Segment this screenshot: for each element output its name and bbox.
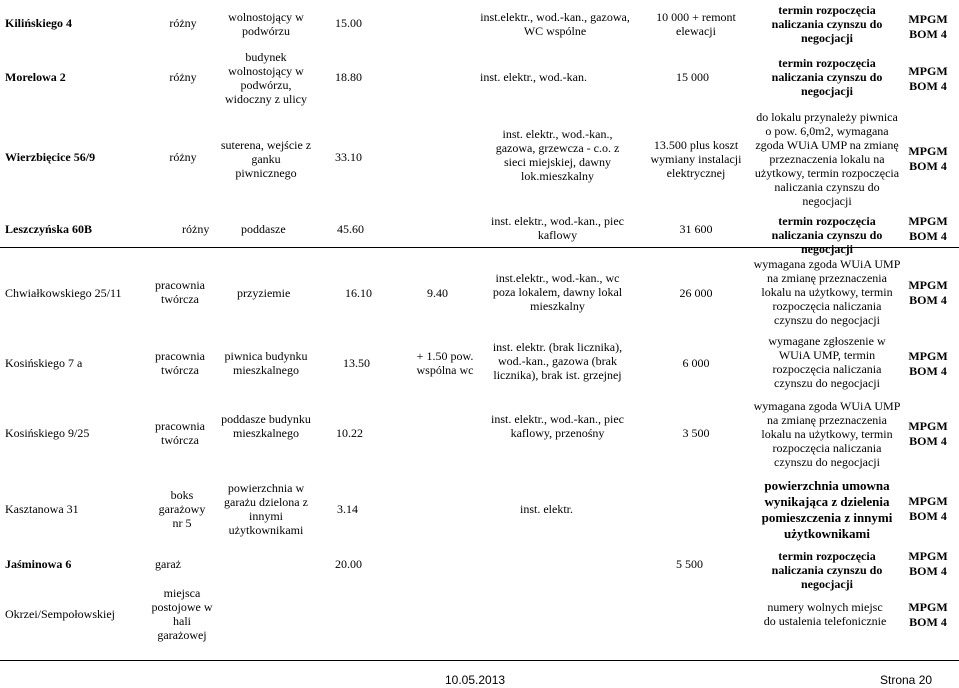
address: Leszczyńska 60B <box>5 222 92 236</box>
media: inst. elektr., wod.-kan. <box>480 70 587 84</box>
media: inst. elektr., wod.-kan., piec kaflowy <box>491 214 624 242</box>
kind: poddasze <box>241 222 286 236</box>
rent: 13.500 plus koszt wymiany instalacji elektrycznej <box>650 138 742 180</box>
extra: + 1.50 pow. wspólna wc <box>416 349 474 377</box>
footer-page: Strona 20 <box>880 673 933 687</box>
media: inst. elektr., wod.-kan., piec kaflowy, przenośny <box>491 412 624 440</box>
media: inst.elektr., wod.-kan., gazowa, WC wspólne <box>480 10 630 38</box>
terms: termin rozpoczęcia naliczania czynszu do negocjacji <box>771 214 883 256</box>
type: różny <box>182 222 210 236</box>
decision: MPGM BOM 4 <box>908 494 948 523</box>
type: pracownia twórcza <box>155 349 205 377</box>
area: 20.00 <box>335 557 362 571</box>
area: 16.10 <box>345 286 372 300</box>
terms: wymagana zgoda WUiA UMP na zmianę przeznaczenia lokalu na użytkowy, termin rozpoczęcia naliczania czynszu do negocjacji <box>753 399 901 469</box>
terms: wymagana zgoda WUiA UMP na zmianę przeznaczenia lokalu na użytkowy, termin rozpoczęcia naliczania czynszu do negocjacji <box>753 257 901 327</box>
rent: 5 500 <box>676 557 703 571</box>
area: 10.22 <box>336 426 363 440</box>
kind: piwnica budynku mieszkalnego <box>224 349 308 377</box>
rent: 10 000 + remont elewacji <box>656 10 736 38</box>
media: inst. elektr. <box>520 502 573 516</box>
terms: termin rozpoczęcia naliczania czynszu do negocjacji <box>771 56 883 98</box>
terms: termin rozpoczęcia naliczania czynszu do negocjacji <box>771 549 883 591</box>
kind: budynek wolnostojący w podwórzu, widoczny z ulicy <box>225 50 307 106</box>
terms: numery wolnych miejsc do ustalenia telefonicznie <box>763 600 887 628</box>
address: Kosińskiego 9/25 <box>5 426 90 440</box>
type: boks garażowy nr 5 <box>158 488 206 530</box>
type: różny <box>169 70 197 84</box>
kind: suterena, wejście z ganku piwnicznego <box>220 138 312 180</box>
media: inst.elektr., wod.-kan., wc poza lokalem, dawny lokal mieszkalny <box>492 271 623 313</box>
address: Morelowa 2 <box>5 70 66 84</box>
decision: MPGM BOM 4 <box>908 144 948 173</box>
type: pracownia twórcza <box>155 419 205 447</box>
kind: poddasze budynku mieszkalnego <box>221 412 311 440</box>
decision: MPGM BOM 4 <box>908 549 948 578</box>
type: pracownia twórcza <box>155 278 205 306</box>
rent: 3 500 <box>682 426 710 440</box>
address: Kosińskiego 7 a <box>5 356 83 370</box>
decision: MPGM BOM 4 <box>908 419 948 448</box>
rent: 26 000 <box>679 286 713 300</box>
address: Chwiałkowskiego 25/11 <box>5 286 122 300</box>
decision: MPGM BOM 4 <box>908 278 948 307</box>
kind: wolnostojący w podwórzu <box>228 10 304 38</box>
address: Kilińskiego 4 <box>5 16 73 30</box>
media: inst. elektr. (brak licznika), wod.-kan., gazowa (brak licznika), brak ist. grzejnej <box>492 340 623 382</box>
terms: wymagane zgłoszenie w WUiA UMP, termin rozpoczęcia naliczania czynszu do negocjacji <box>768 334 886 390</box>
kind: powierzchnia w garażu dzielona z innymi użytkownikami <box>224 481 308 537</box>
decision: MPGM BOM 4 <box>908 600 948 629</box>
media: inst. elektr., wod.-kan., gazowa, grzewcza - c.o. z sieci miejskiej, dawny lok.mieszkalny <box>495 127 620 183</box>
decision: MPGM BOM 4 <box>908 12 948 41</box>
decision: MPGM BOM 4 <box>908 349 948 378</box>
terms: powierzchnia umowna wynikająca z dzielenia pomieszczenia z innymi użytkownikami <box>761 478 893 541</box>
area: 15.00 <box>335 16 362 30</box>
area: 33.10 <box>335 150 362 164</box>
area: 18.80 <box>335 70 362 84</box>
decision: MPGM BOM 4 <box>908 64 948 93</box>
address: Okrzei/Sempołowskiej <box>5 607 115 621</box>
address: Wierzbięcice 56/9 <box>5 150 96 164</box>
type: różny <box>169 16 197 30</box>
footer-separator <box>0 660 959 661</box>
kind: przyziemie <box>237 286 291 300</box>
footer-date: 10.05.2013 <box>445 673 506 687</box>
rent: 31 600 <box>679 222 713 236</box>
area: 45.60 <box>337 222 364 236</box>
address: Kasztanowa 31 <box>5 502 79 516</box>
type: garaż <box>155 557 181 571</box>
address: Jaśminowa 6 <box>5 557 72 571</box>
decision: MPGM BOM 4 <box>908 214 948 243</box>
terms: termin rozpoczęcia naliczania czynszu do negocjacji <box>771 3 883 45</box>
terms: do lokalu przynależy piwnica o pow. 6,0m2, wymagana zgoda WUiA UMP na zmianę przeznaczenia lokalu na użytkowy, termin rozpoczęcia naliczania czynszu do negocjacji <box>754 110 900 208</box>
area: 3.14 <box>337 502 358 516</box>
area: 13.50 <box>343 356 370 370</box>
type: miejsca postojowe w hali garażowej <box>151 586 213 642</box>
rent: 15 000 <box>676 70 709 84</box>
rent: 6 000 <box>682 356 710 370</box>
type: różny <box>169 150 197 164</box>
extra: 9.40 <box>427 286 448 300</box>
